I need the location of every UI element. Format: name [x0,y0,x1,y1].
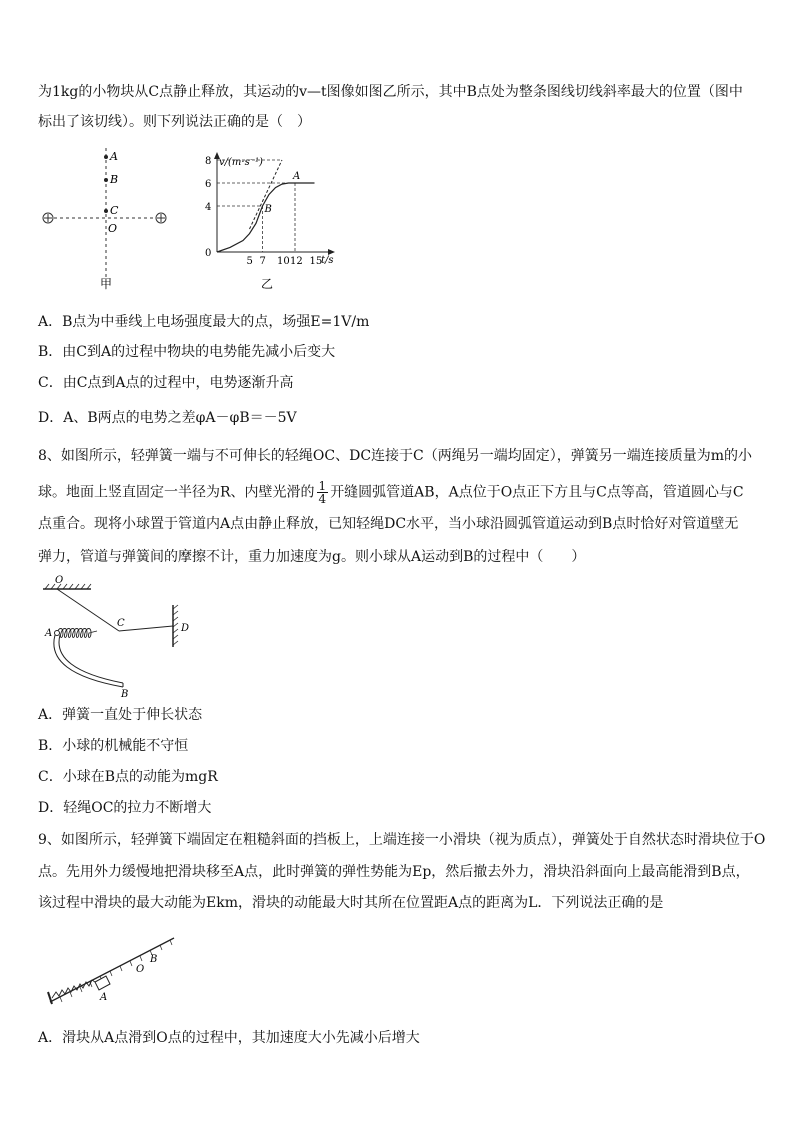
label-O: O [136,964,145,975]
q7-figure-yi-chart [195,145,355,293]
q7-stem-line2: 标出了该切线）。则下列说法正确的是（ ） [38,114,311,130]
q8-option-d: D．轻绳OC的拉力不断增大 [38,800,212,816]
origin-label: 0 [205,248,212,259]
y-tick-label: 8 [205,156,212,167]
label-D: D [181,623,190,634]
q8-line3: 点重合。现将小球置于管道内A点由静止释放，已知轻绳DC水平，当小球沿圆弧管道运动到B点时恰好对管道壁无 [38,516,739,532]
label-B: B [121,689,129,700]
point-A-label: A [293,171,301,182]
q7-stem-line1: 为1kg的小物块从C点静止释放，其运动的v—t图像如图乙所示，其中B点处为整条图线切线斜率最大的位置（图中 [38,84,743,100]
tangent-line [250,160,283,229]
incline-hatch [60,940,172,1002]
label-O: O [55,575,64,586]
q8-option-c: C．小球在B点的动能为mgR [38,769,218,785]
q8-line2-part-b: 开缝圆弧管道AB，A点位于O点正下方且与C点等高，管道圆心与C [330,484,744,501]
label-A: A [110,150,118,163]
q8-line2-part-a: 球。地面上竖直固定一半径为R、内壁光滑的 [38,484,315,501]
y-tick-label: 4 [205,202,212,213]
q9-option-a: A．滑块从A点滑到O点的过程中，其加速度大小先减小后增大 [38,1030,420,1046]
point-C-dot [104,209,108,213]
label-B: B [110,173,119,186]
x-tick-label: 15 [309,256,323,267]
q9-line2: 点。先用外力缓慢地把滑块移至A点，此时弹簧的弹性势能为Ep，然后撤去外力，滑块沿斜面向上最高能滑到B点， [38,864,750,880]
x-axis-label: t/s [321,255,334,266]
vt-curve [217,183,315,252]
point-B-label: B [264,204,272,215]
y-tick-label: 6 [205,179,212,190]
fraction-numerator: 1 [318,479,327,493]
q8-line2 [38,480,744,505]
caption-yi: 乙 [261,277,274,291]
fraction-denominator: 4 [318,492,327,506]
rope-DC [119,626,173,631]
ball [55,631,60,636]
label-B: B [150,954,158,965]
arc-pipe-inner [59,635,123,683]
x-tick-label: 7 [259,256,266,267]
label-A: A [100,992,108,1003]
rope-OC [57,589,119,631]
charge-left [43,213,53,223]
label-O: O [108,222,118,235]
arc-pipe-outer [54,635,123,687]
label-A: A [45,628,53,639]
q8-line1: 8、如图所示，轻弹簧一端与不可伸长的轻绳OC、DC连接于C（两绳另一端均固定），弹簧另一端连接质量为m的小 [38,448,753,464]
q8-figure [35,575,200,700]
y-axis-label: v/(m·s⁻¹) [219,157,263,168]
q8-option-a: A．弹簧一直处于伸长状态 [38,707,203,723]
stopper [48,992,52,1004]
incline [50,938,174,1002]
q8-option-b: B．小球的机械能不守恒 [38,738,189,754]
point-A-dot [104,155,108,159]
q7-option-a: A．B点为中垂线上电场强度最大的点，场强E=1V/m [38,314,370,330]
q8-line4: 弹力，管道与弹簧间的摩擦不计，重力加速度为g。则小球从A运动到B的过程中（ ） [38,549,586,565]
label-C: C [110,204,119,217]
x-tick-label: 10 [277,256,290,267]
q7-option-c: C．由C点到A点的过程中，电势逐渐升高 [38,375,294,391]
label-C: C [117,618,125,629]
q7-option-d: D．A、B两点的电势之差φA－φB＝－5V [38,410,297,426]
charge-right [156,213,166,223]
q8-fraction [317,480,329,505]
point-B-dot [104,178,108,182]
q7-option-b: B．由C到A的过程中物块的电势能先减小后变大 [38,344,336,360]
q7-figure-jia [38,140,178,295]
spring [57,629,97,638]
q9-line1: 9、如图所示，轻弹簧下端固定在粗糙斜面的挡板上，上端连接一小滑块（视为质点），弹簧处于自然状态时滑块位于O [38,832,766,848]
q9-figure [40,932,180,1012]
caption-jia: 甲 [100,277,113,291]
x-tick-label: 12 [290,256,303,267]
q9-line3: 该过程中滑块的最大动能为Ekm，滑块的动能最大时其所在位置距A点的距离为L．下列说法正确的是 [38,895,664,911]
x-tick-label: 5 [246,256,253,267]
